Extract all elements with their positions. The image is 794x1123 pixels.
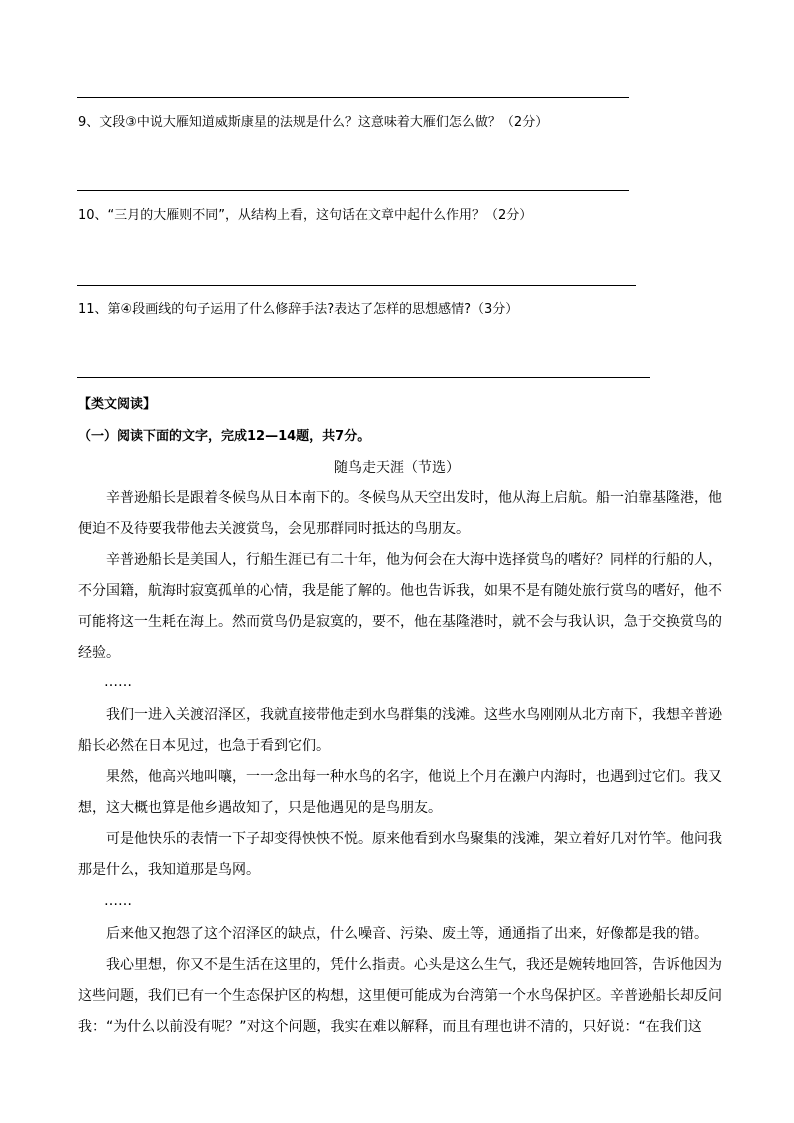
paragraph-line: 我们一进入关渡沼泽区，我就直接带他走到水鸟群集的浅滩。这些水鸟刚刚从北方南下，我想辛普逊	[106, 707, 722, 723]
ellipsis: ……	[104, 893, 132, 909]
paragraph-line: 后来他又抱怨了这个沼泽区的缺点，什么噪音、污染、废土等，通通指了出来，好像都是我的错。	[106, 926, 708, 942]
passage-title: 随鸟走天涯（节选）	[334, 460, 460, 476]
passage-paragraph	[78, 919, 718, 950]
paragraph-line: 船长必然在日本见过，也急于看到它们。	[78, 738, 330, 754]
passage-paragraph	[78, 950, 722, 1043]
paragraph-line: 可是他快乐的表情一下子却变得怏怏不悦。原来他看到水鸟聚集的浅滩，架立着好几对竹竿。他问我	[106, 831, 722, 847]
paragraph-line: 经验。	[78, 645, 120, 661]
paragraph-line: 可能将这一生耗在海上。然而赏鸟仍是寂寞的，要不，他在基隆港时，就不会与我认识，急于交换赏鸟的	[78, 614, 722, 630]
passage-paragraph	[78, 545, 722, 669]
passage-paragraph	[78, 824, 722, 886]
section-instruction: （一）阅读下面的文字，完成12—14题，共7分。	[78, 429, 371, 444]
passage-paragraph	[78, 700, 722, 762]
paragraph-line: 我心里想，你又不是生活在这里的，凭什么指责。心头是这么生气，我还是婉转地回答，告诉他因为	[106, 957, 722, 973]
paragraph-line: 想，这大概也算是他乡遇故知了，只是他遇见的是鸟朋友。	[78, 800, 442, 816]
paragraph-line: 不分国籍，航海时寂寞孤单的心情，我是能了解的。他也告诉我，如果不是有随处旅行赏鸟的嗜好，他不	[78, 583, 722, 599]
paragraph-line: 这些问题，我们已有一个生态保护区的构想，这里便可能成为台湾第一个水鸟保护区。辛普逊船长却反问	[78, 988, 722, 1004]
answer-line[interactable]	[77, 190, 629, 191]
section-heading: 【类文阅读】	[78, 397, 157, 412]
answer-line[interactable]	[77, 97, 629, 98]
question-11: 11、第④段画线的句子运用了什么修辞手法?表达了怎样的思想感情?（3分）	[78, 302, 519, 317]
answer-line[interactable]	[77, 285, 636, 286]
passage-paragraph	[78, 483, 722, 545]
paragraph-line: 我：“为什么以前没有呢？”对这个问题，我实在难以解释，而且有理也讲不清的，只好说：“在我们这	[78, 1019, 702, 1035]
paragraph-line: 便迫不及待要我带他去关渡赏鸟，会见那群同时抵达的鸟朋友。	[78, 521, 470, 537]
answer-line[interactable]	[77, 377, 650, 378]
paragraph-line: 辛普逊船长是美国人，行船生涯已有二十年，他为何会在大海中选择赏鸟的嗜好？同样的行船的人，	[106, 552, 722, 568]
passage-paragraph	[78, 762, 722, 824]
question-10: 10、“三月的大雁则不同”，从结构上看，这句话在文章中起什么作用？（2分）	[78, 208, 533, 223]
ellipsis: ……	[104, 674, 132, 690]
paragraph-line: 辛普逊船长是跟着冬候鸟从日本南下的。冬候鸟从天空出发时，他从海上启航。船一泊靠基隆港，他	[106, 490, 722, 506]
paragraph-line: 果然，他高兴地叫嚷，一一念出每一种水鸟的名字，他说上个月在濑户内海时，也遇到过它们。我又	[106, 769, 722, 785]
question-9: 9、文段③中说大雁知道威斯康星的法规是什么？这意味着大雁们怎么做？（2分）	[78, 115, 549, 130]
paragraph-line: 那是什么，我知道那是鸟网。	[78, 862, 260, 878]
